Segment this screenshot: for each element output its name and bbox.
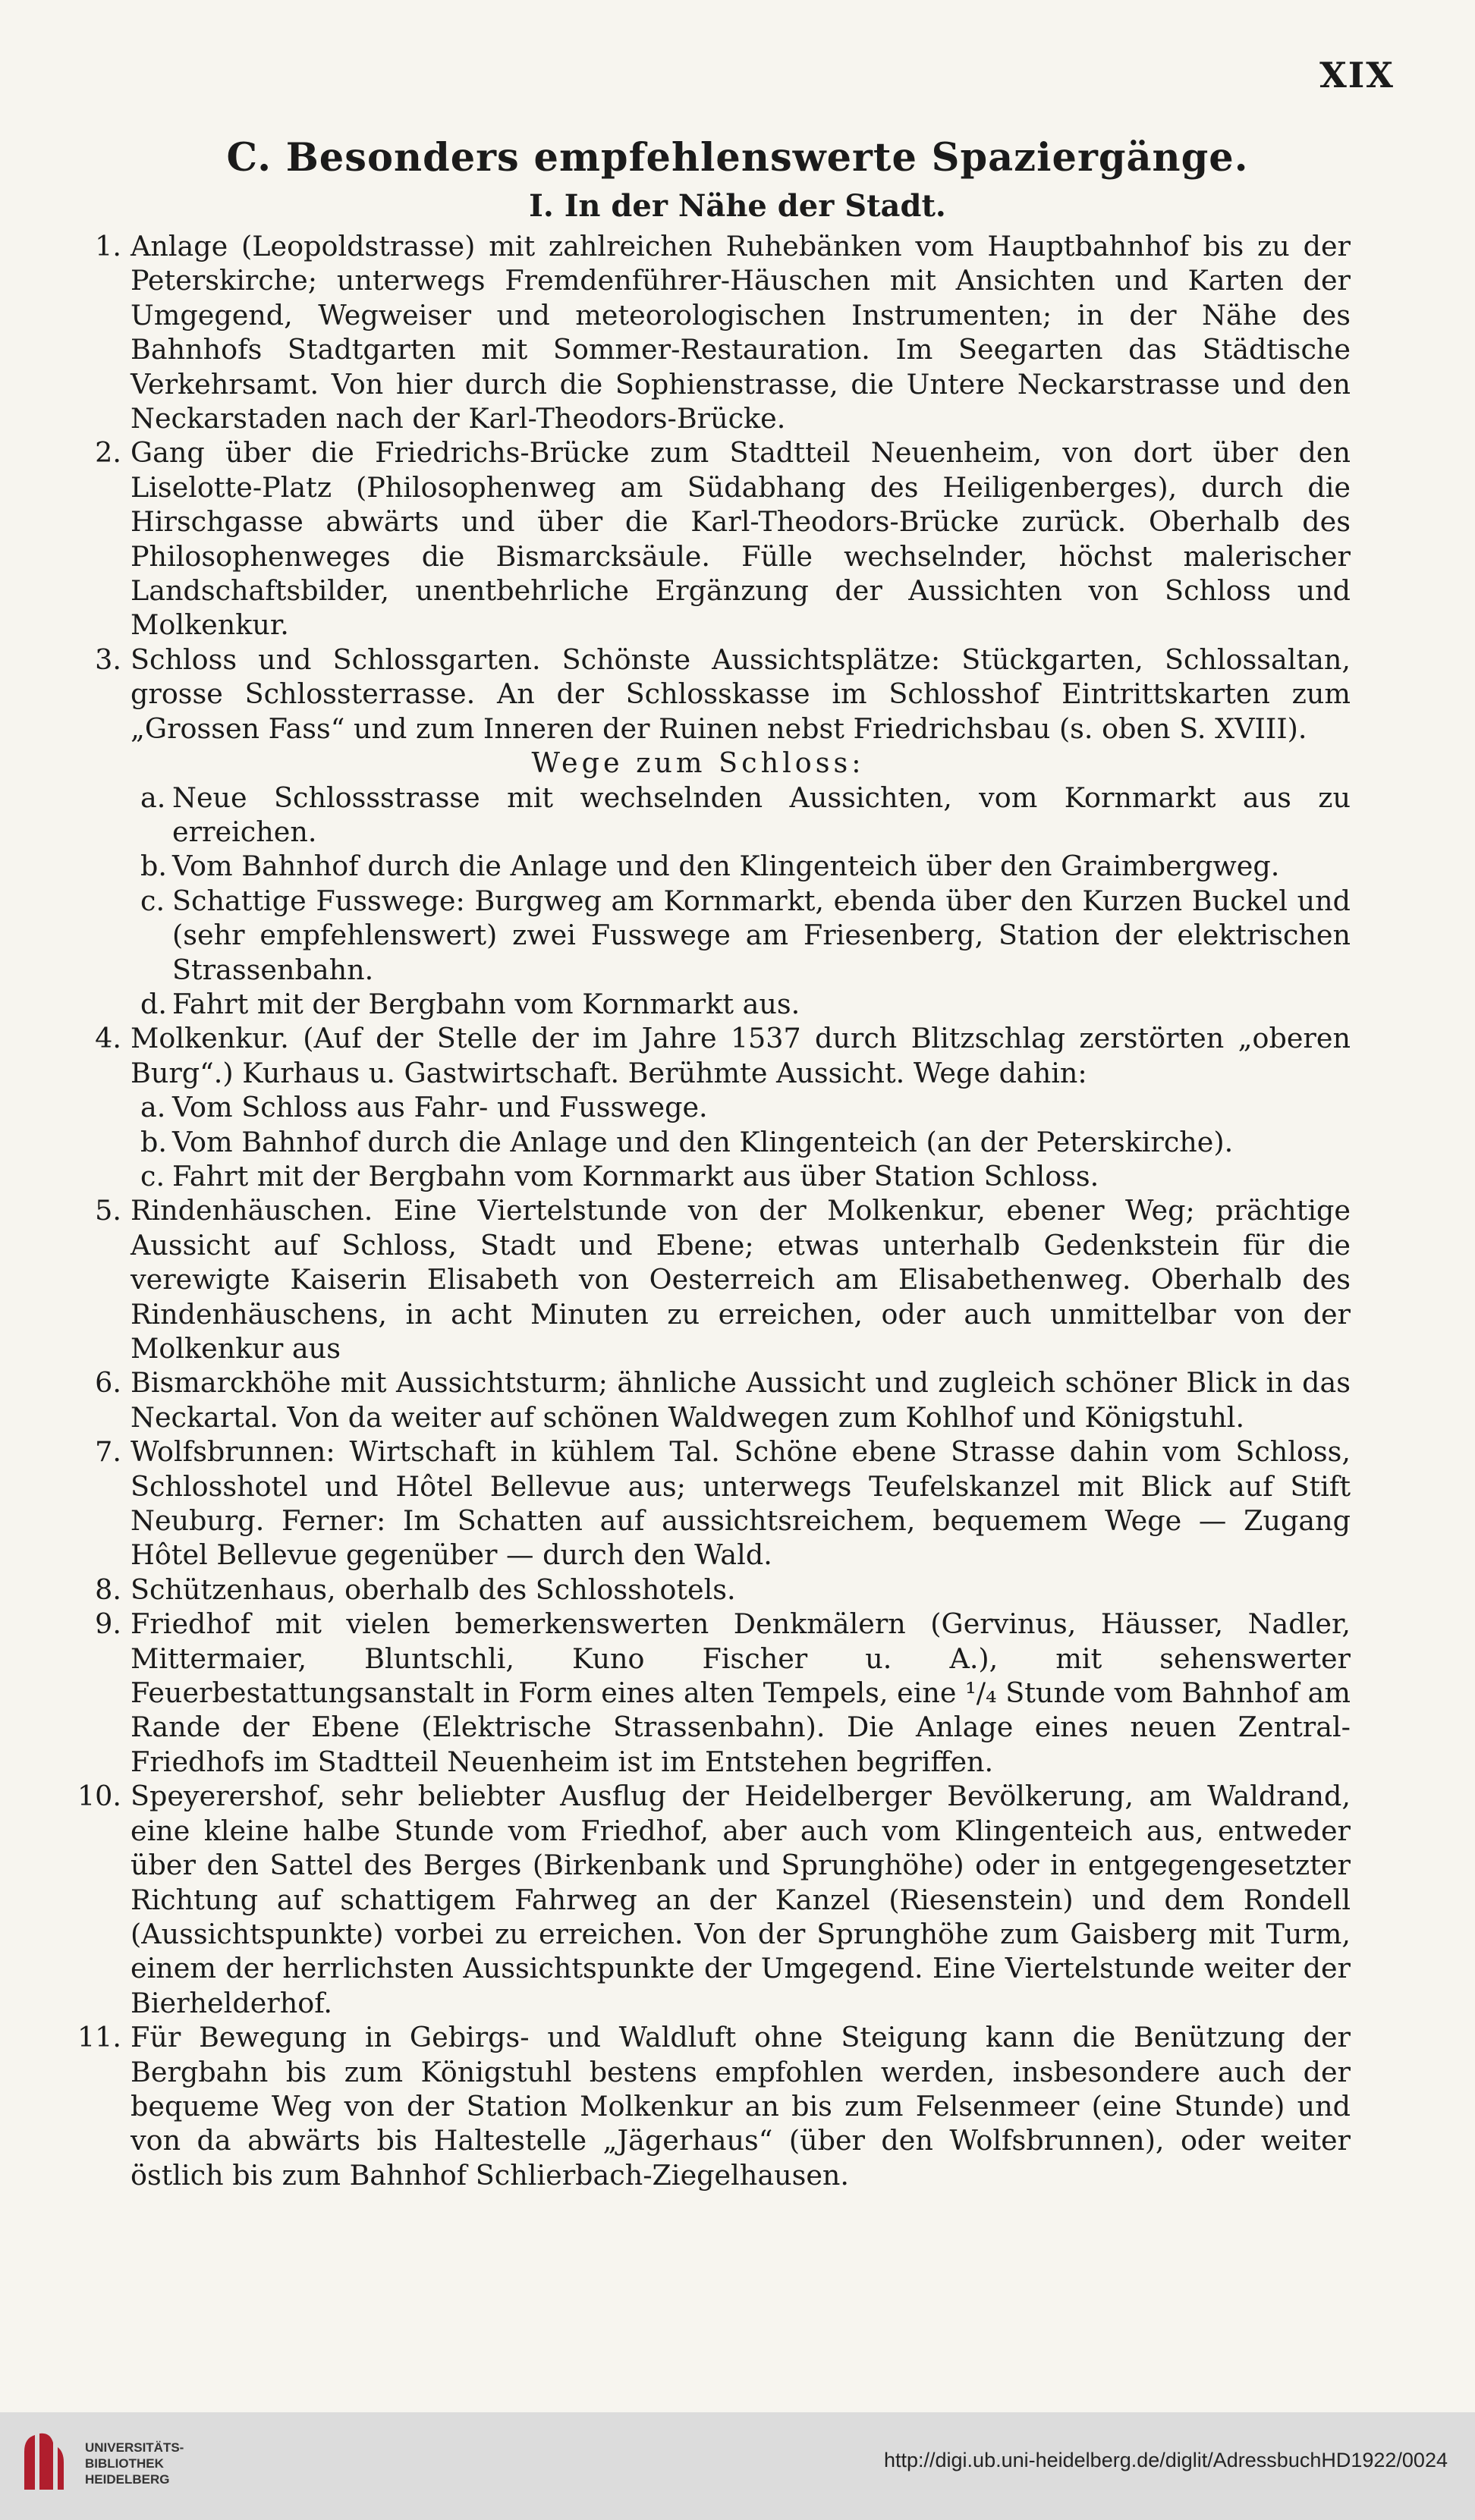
route-item	[140, 1159, 1351, 1193]
route-item	[140, 1090, 1351, 1124]
viewer-footer	[0, 2412, 1475, 2520]
route-text: Vom Bahnhof durch die Anlage und den Klingenteich über den Graimbergweg.	[172, 850, 1280, 883]
item-number: 1.	[95, 230, 121, 262]
logo-line: UNIVERSITÄTS-	[85, 2440, 184, 2455]
list-item	[46, 1607, 1351, 1779]
route-item	[140, 1125, 1351, 1159]
item-number: 11.	[77, 2021, 121, 2054]
item-number: 4.	[95, 1022, 121, 1055]
section-subtitle: I. In der Nähe der Stadt.	[529, 188, 946, 224]
logo-line: BIBLIOTHEK	[85, 2456, 164, 2471]
route-letter: b.	[140, 850, 167, 883]
item-text: Rindenhäuschen. Eine Viertelstunde von der Molkenkur, ebener Weg; prächtige Aussicht auf Schloss, Stadt und Ebene; etwas unterhalb Gedenkstein für die verewigte Kaiserin Elisabeth von Oesterreich am Elisabethenweg. Oberhalb des Rindenhäuschens, in acht Minuten zu erreichen, oder auch unmittelbar von der Molkenkur aus	[131, 1194, 1351, 1365]
route-text: Vom Bahnhof durch die Anlage und den Klingenteich (an der Peterskirche).	[172, 1125, 1234, 1158]
section-title: C. Besonders empfehlenswerte Spaziergänge.	[226, 135, 1249, 181]
item-text: Wolfsbrunnen: Wirtschaft in kühlem Tal. Schöne ebene Strasse dahin vom Schloss, Schlosshotel und Hôtel Bellevue aus; unterwegs Teufelskanzel mit Blick auf Stift Neuburg. Ferner: Im Schatten auf aussichtsreichem, bequemem Wege — Zugang Hôtel Bellevue gegenüber — durch den Wald.	[131, 1435, 1351, 1572]
library-name	[85, 2440, 184, 2487]
list-item	[46, 1434, 1351, 1573]
item-text: Gang über die Friedrichs-Brücke zum Stadtteil Neuenheim, von dort über den Liselotte-Platz (Philosophenweg am Südabhang des Heiligenberges), durch die Hirschgasse abwärts und über die Karl-Theodors-Brücke zurück. Oberhalb des Philosophenweges die Bismarcksäule. Fülle wechselnder, höchst malerischer Landschaftsbilder, unentbehrliche Ergänzung der Aussichten von Schloss und Molkenkur.	[131, 436, 1351, 642]
route-letter: a.	[140, 1091, 166, 1124]
route-item	[140, 849, 1351, 883]
list-item	[46, 435, 1351, 642]
route-item	[140, 884, 1351, 987]
item-number: 8.	[95, 1573, 121, 1606]
item-number: 10.	[77, 1780, 121, 1813]
route-text: Neue Schlossstrasse mit wechselnden Aussichten, vom Kornmarkt aus zu erreichen.	[172, 781, 1351, 848]
route-letter: d.	[140, 987, 167, 1020]
route-letter: a.	[140, 781, 166, 814]
list-item	[46, 1779, 1351, 2020]
wege-heading: Wege zum Schloss:	[531, 746, 865, 780]
item-text: Für Bewegung in Gebirgs- und Waldluft ohne Steigung kann die Benützung der Bergbahn bis zum Königstuhl bestens empfohlen werden, insbesondere auch der bequeme Weg von der Station Molkenkur an bis zum Felsenmeer (eine Stunde) und von da abwärts bis Haltestelle „Jägerhaus“ (über den Wolfsbrunnen), oder weiter östlich bis zum Bahnhof Schlierbach-Ziegelhausen.	[131, 2021, 1351, 2192]
list-item	[46, 229, 1351, 435]
item-number: 5.	[95, 1194, 121, 1227]
route-letter: c.	[140, 1159, 165, 1192]
walk-list	[46, 229, 1351, 2192]
route-item	[140, 987, 1351, 1021]
route-item	[140, 781, 1351, 850]
university-seal-icon	[17, 2429, 68, 2497]
route-letter: b.	[140, 1125, 167, 1158]
item-number: 3.	[95, 643, 121, 676]
item-number: 9.	[95, 1607, 121, 1641]
item-text: Schützenhaus, oberhalb des Schlosshotels.	[131, 1573, 736, 1606]
item-text: Friedhof mit vielen bemerkenswerten Denkmälern (Gervinus, Häusser, Nadler, Mittermaier, Bluntschli, Kuno Fischer u. A.), mit sehenswerter Feuerbestattungsanstalt in Form eines alten Tempels, eine ¹/₄ Stunde vom Bahnhof am Rande der Ebene (Elektrische Strassenbahn). Die Anlage eines neuen Zentral-Friedhofs im Stadtteil Neuenheim ist im Entstehen begriffen.	[131, 1607, 1351, 1778]
list-item	[46, 1021, 1351, 1090]
list-item	[46, 1193, 1351, 1365]
route-text: Schattige Fusswege: Burgweg am Kornmarkt, ebenda über den Kurzen Buckel und (sehr empfehlenswert) zwei Fusswege am Friesenberg, Station der elektrischen Strassenbahn.	[172, 884, 1351, 986]
route-letter: c.	[140, 884, 165, 917]
route-text: Vom Schloss aus Fahr- und Fusswege.	[172, 1091, 708, 1124]
item-text: Bismarckhöhe mit Aussichtsturm; ähnliche Aussicht und zugleich schöner Blick in das Neckartal. Von da weiter auf schönen Waldwegen zum Kohlhof und Königstuhl.	[131, 1366, 1351, 1434]
list-item	[46, 1365, 1351, 1434]
list-item	[46, 1573, 1351, 1607]
list-item	[46, 2020, 1351, 2192]
item-text: Molkenkur. (Auf der Stelle der im Jahre 1537 durch Blitzschlag zerstörten „oberen Burg“.) Kurhaus u. Gastwirtschaft. Berühmte Aussicht. Wege dahin:	[131, 1022, 1351, 1089]
route-text: Fahrt mit der Bergbahn vom Kornmarkt aus.	[172, 987, 800, 1020]
item-number: 2.	[95, 436, 121, 470]
item-text: Anlage (Leopoldstrasse) mit zahlreichen Ruhebänken vom Hauptbahnhof bis zu der Peterskirche; unterwegs Fremdenführer-Häuschen mit Ansichten und Karten der Umgegend, Wegweiser und meteorologischen Instrumenten; in der Nähe des Bahnhofs Stadtgarten mit Sommer-Restauration. Im Seegarten das Städtische Verkehrsamt. Von hier durch die Sophienstrasse, die Untere Neckarstrasse und den Neckarstaden nach der Karl-Theodors-Brücke.	[131, 230, 1351, 435]
list-item	[46, 643, 1351, 746]
item-number: 6.	[95, 1366, 121, 1400]
source-url-link[interactable]: http://digi.ub.uni-heidelberg.de/diglit/AdressbuchHD1922/0024	[883, 2449, 1448, 2471]
item-text: Schloss und Schlossgarten. Schönste Aussichtsplätze: Stückgarten, Schlossaltan, grosse Schlossterrasse. An der Schlosskasse im Schlosshof Eintrittskarten zum „Grossen Fass“ und zum Inneren der Ruinen nebst Friedrichsbau (s. oben S. XVIII).	[131, 643, 1351, 745]
route-text: Fahrt mit der Bergbahn vom Kornmarkt aus über Station Schloss.	[172, 1159, 1099, 1192]
page-number: XIX	[1319, 55, 1395, 96]
item-number: 7.	[95, 1435, 121, 1469]
item-text: Speyerershof, sehr beliebter Ausflug der Heidelberger Bevölkerung, am Waldrand, eine kleine halbe Stunde vom Friedhof, aber auch vom Klingenteich aus, entweder über den Sattel des Berges (Birkenbank und Sprunghöhe) oder in entgegengesetzter Richtung auf schattigem Fahrweg an der Kanzel (Riesenstein) und dem Rondell (Aussichtspunkte) vorbei zu erreichen. Von der Sprunghöhe zum Gaisberg mit Turm, einem der herrlichsten Aussichtspunkte der Umgegend. Eine Viertelstunde weiter der Bierhelderhof.	[131, 1780, 1351, 2019]
logo-line: HEIDELBERG	[85, 2471, 170, 2487]
library-logo[interactable]	[17, 2429, 184, 2497]
